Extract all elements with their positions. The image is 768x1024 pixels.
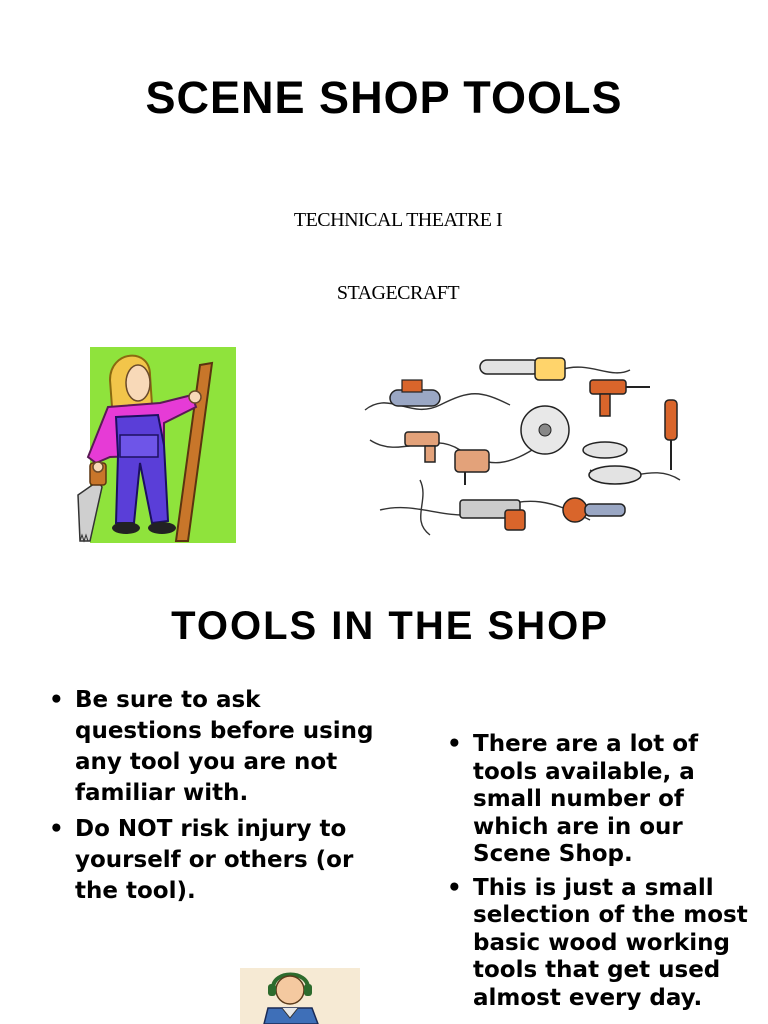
unit-subtitle: STAGECRAFT bbox=[336, 282, 460, 304]
carpenter-clipart bbox=[40, 345, 240, 545]
bullet-item: • This is just a small selection of the most basic wood working tools that get used almost every day. bbox=[443, 875, 763, 1013]
power-tools-clipart bbox=[360, 350, 700, 545]
course-subtitle: TECHNICAL THEATRE I bbox=[293, 209, 503, 231]
bullet-item: • Do NOT risk injury to yourself or others (or the tool). bbox=[45, 814, 375, 907]
bullet-item: • Be sure to ask questions before using any tool you are not familiar with. bbox=[45, 685, 375, 809]
slide-title: SCENE SHOP TOOLS bbox=[145, 72, 623, 123]
left-bullet-list bbox=[45, 685, 375, 912]
worker-headphones-clipart bbox=[198, 968, 368, 1024]
bullet-item: • There are a lot of tools available, a small number of which are in our Scene Shop. bbox=[443, 731, 763, 869]
slide-title: TOOLS IN THE SHOP bbox=[171, 604, 609, 648]
right-bullet-list bbox=[443, 731, 763, 1018]
